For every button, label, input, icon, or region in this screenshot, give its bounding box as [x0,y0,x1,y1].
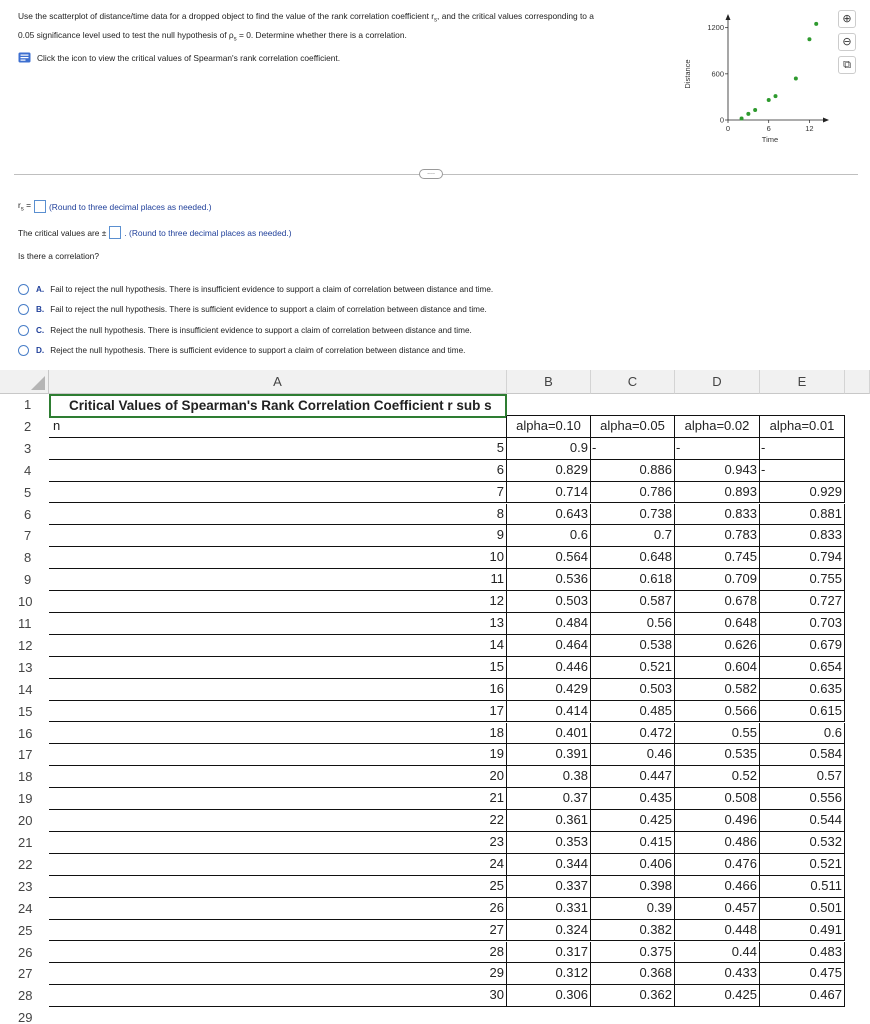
row-number[interactable]: 26 [0,942,49,964]
critical-value-cell[interactable]: 0.37 [507,788,591,810]
row-number[interactable]: 20 [0,810,49,832]
critical-value-cell[interactable]: 0.582 [675,679,760,701]
critical-value-cell[interactable]: 0.398 [591,876,675,898]
table-cell[interactable] [591,394,675,416]
critical-value-cell[interactable]: 0.833 [760,525,845,547]
critical-value-cell[interactable]: 0.709 [675,569,760,591]
critical-value-cell[interactable]: 0.618 [591,569,675,591]
critical-value-cell[interactable]: 0.52 [675,766,760,788]
x-tick-label: 0 [725,124,731,133]
instructions: Use the scatterplot of distance/time data for a dropped object to find the value of the rank correlation coefficient $r_s$, and the critical values corresponding to a 0.05 significance level used to test the null hypothesis of $\rho_s = 0$. Determine whether there is a correlation. [18,11,594,43]
critical-value-cell[interactable]: 0.511 [760,876,845,898]
column-header-d[interactable]: D [675,370,760,394]
table-cell[interactable] [760,394,845,416]
critical-value-cell[interactable]: 0.564 [507,547,591,569]
n-value-cell[interactable]: 13 [49,613,507,635]
row-number[interactable]: 23 [0,876,49,898]
correlation-question: Is there a correlation? [18,251,100,261]
row-number[interactable]: 5 [0,482,49,504]
header-alpha-cell[interactable]: alpha=0.10 [507,416,591,438]
n-value-cell[interactable]: 26 [49,898,507,920]
header-alpha-cell[interactable]: alpha=0.02 [675,416,760,438]
critical-value-cell[interactable]: 0.727 [760,591,845,613]
table-title-cell[interactable]: Critical Values of Spearman's Rank Correlation Coefficient r sub s [49,394,507,418]
x-tick-label: 6 [766,124,771,133]
n-value-cell[interactable]: 23 [49,832,507,854]
critical-value-cell[interactable]: 0.483 [760,942,845,964]
critical-value-cell[interactable]: 0.566 [675,701,760,723]
critical-value-cell[interactable]: 0.703 [760,613,845,635]
row-number[interactable]: 29 [0,1007,49,1024]
critical-value-cell[interactable]: 0.435 [591,788,675,810]
critical-value-cell[interactable]: 0.584 [760,744,845,766]
column-header-e[interactable]: E [760,370,845,394]
critical-value-cell[interactable]: 0.635 [760,679,845,701]
row-number[interactable]: 27 [0,963,49,985]
critical-value-cell[interactable]: 0.401 [507,723,591,745]
critical-value-cell[interactable]: 0.536 [507,569,591,591]
row-number[interactable]: 7 [0,525,49,547]
critical-value-cell[interactable]: 0.475 [760,963,845,985]
critical-value-cell[interactable]: 0.738 [591,504,675,526]
critical-value-cell[interactable]: 0.535 [675,744,760,766]
column-header-b[interactable]: B [507,370,591,394]
rs-input[interactable] [34,200,46,213]
critical-value-input[interactable] [109,226,121,239]
critical-value-cell[interactable]: 0.6 [507,525,591,547]
critical-value-cell[interactable]: 0.448 [675,920,760,942]
scatter-point [753,108,757,112]
critical-value-cell[interactable]: 0.829 [507,460,591,482]
critical-value-cell[interactable]: 0.7 [591,525,675,547]
n-value-cell[interactable]: 12 [49,591,507,613]
critical-value-cell[interactable]: - [760,438,845,460]
radio-c[interactable] [18,325,29,336]
n-value-cell[interactable]: 15 [49,657,507,679]
critical-value-cell[interactable]: 0.833 [675,504,760,526]
spreadsheet [0,370,870,1024]
critical-value-cell[interactable]: 0.678 [675,591,760,613]
critical-value-cell[interactable]: 0.484 [507,613,591,635]
rs-answer-row: $r_s$ = (Round to three decimal places as needed.) [18,200,212,213]
critical-value-cell[interactable]: 0.306 [507,985,591,1007]
radio-b[interactable] [18,304,29,315]
critical-value-cell[interactable]: 0.39 [591,898,675,920]
critical-value-cell[interactable]: 0.414 [507,701,591,723]
critical-value-cell[interactable]: 0.425 [675,985,760,1007]
critical-value-cell[interactable]: 0.362 [591,985,675,1007]
n-value-cell[interactable]: 8 [49,504,507,526]
critical-value-cell[interactable]: 0.755 [760,569,845,591]
critical-value-cell[interactable]: 0.433 [675,963,760,985]
n-value-cell[interactable]: 24 [49,854,507,876]
row-number[interactable]: 15 [0,701,49,723]
n-value-cell[interactable]: 14 [49,635,507,657]
scatter-point [740,116,744,120]
option-c[interactable]: C. Reject the null hypothesis. There is insufficient evidence to support a claim of correlation between distance and time. [18,320,718,341]
critical-value-cell[interactable]: 0.556 [760,788,845,810]
row-number[interactable]: 25 [0,920,49,942]
critical-value-cell[interactable]: 0.446 [507,657,591,679]
critical-value-cell[interactable]: 0.786 [591,482,675,504]
critical-value-cell[interactable]: 0.331 [507,898,591,920]
critical-value-cell[interactable]: 0.46 [591,744,675,766]
critical-value-cell[interactable]: 0.56 [591,613,675,635]
critical-value-cell[interactable]: - [591,438,675,460]
n-value-cell[interactable]: 29 [49,963,507,985]
n-value-cell[interactable]: 27 [49,920,507,942]
critical-value-cell[interactable]: 0.615 [760,701,845,723]
column-header-f[interactable] [845,370,870,394]
option-d[interactable]: D. Reject the null hypothesis. There is sufficient evidence to support a claim of correlation between distance and time. [18,341,718,362]
critical-value-cell[interactable]: 0.466 [675,876,760,898]
n-value-cell[interactable]: 11 [49,569,507,591]
critical-value-cell[interactable]: 0.312 [507,963,591,985]
option-a[interactable]: A. Fail to reject the null hypothesis. There is insufficient evidence to support a claim of correlation between distance and time. [18,279,718,300]
row-number[interactable]: 22 [0,854,49,876]
critical-value-cell[interactable]: 0.893 [675,482,760,504]
n-value-cell[interactable]: 18 [49,723,507,745]
header-n-cell[interactable]: n [49,416,507,438]
problem-panel [0,0,870,360]
critical-value-cell[interactable]: 0.337 [507,876,591,898]
row-number[interactable]: 21 [0,832,49,854]
critical-value-cell[interactable]: 0.929 [760,482,845,504]
critical-value-cell[interactable]: 0.467 [760,985,845,1007]
n-value-cell[interactable]: 5 [49,438,507,460]
n-value-cell[interactable]: 9 [49,525,507,547]
row-number[interactable]: 12 [0,635,49,657]
critical-value-cell[interactable]: 0.886 [591,460,675,482]
critical-value-cell[interactable]: 0.464 [507,635,591,657]
critical-value-cell[interactable]: 0.429 [507,679,591,701]
n-value-cell[interactable]: 30 [49,985,507,1007]
radio-d[interactable] [18,345,29,356]
critical-value-cell[interactable]: 0.508 [675,788,760,810]
n-value-cell[interactable]: 25 [49,876,507,898]
header-alpha-cell[interactable]: alpha=0.05 [591,416,675,438]
expand-button[interactable]: .... [419,169,443,179]
radio-a[interactable] [18,284,29,295]
critical-value-cell[interactable]: 0.382 [591,920,675,942]
column-header-c[interactable]: C [591,370,675,394]
row-number[interactable]: 6 [0,504,49,526]
critical-value-cell[interactable]: 0.6 [760,723,845,745]
n-value-cell[interactable]: 20 [49,766,507,788]
scatterplot [680,12,830,152]
critical-value-cell[interactable]: - [760,460,845,482]
n-value-cell[interactable]: 28 [49,942,507,964]
critical-value-cell[interactable]: 0.375 [591,942,675,964]
scatter-point [774,94,778,98]
scatter-point [814,22,818,26]
n-value-cell[interactable]: 17 [49,701,507,723]
critical-value-cell[interactable]: 0.447 [591,766,675,788]
critical-value-cell[interactable]: 0.648 [591,547,675,569]
x-axis-arrow [823,118,829,123]
critical-value-cell[interactable]: 0.783 [675,525,760,547]
row-number[interactable]: 28 [0,985,49,1007]
critical-value-cell[interactable]: 0.486 [675,832,760,854]
critical-value-cell[interactable]: 0.943 [675,460,760,482]
row-number[interactable]: 13 [0,657,49,679]
y-axis-arrow [726,14,731,20]
critical-value-cell[interactable]: 0.491 [760,920,845,942]
row-number[interactable]: 19 [0,788,49,810]
y-tick-label: 600 [711,69,724,79]
n-value-cell[interactable]: 19 [49,744,507,766]
row-number[interactable]: 3 [0,438,49,460]
scatter-point [746,112,750,116]
critical-value-cell[interactable]: 0.425 [591,810,675,832]
critical-value-cell[interactable]: 0.324 [507,920,591,942]
critical-value-cell[interactable]: 0.38 [507,766,591,788]
popout-icon[interactable]: ⧉ [838,56,856,74]
critical-value-cell[interactable]: 0.654 [760,657,845,679]
n-value-cell[interactable]: 7 [49,482,507,504]
row-number[interactable]: 10 [0,591,49,613]
zoom-in-icon[interactable]: ⊕ [838,10,856,28]
critical-value-cell[interactable]: 0.57 [760,766,845,788]
row-number[interactable]: 4 [0,460,49,482]
critical-value-cell[interactable]: 0.344 [507,854,591,876]
critical-value-cell[interactable]: 0.353 [507,832,591,854]
critical-values-link[interactable]: Click the icon to view the critical values of Spearman's rank correlation coefficient. [18,52,340,63]
n-value-cell[interactable]: 16 [49,679,507,701]
row-number[interactable]: 24 [0,898,49,920]
row-number[interactable]: 18 [0,766,49,788]
critical-value-cell[interactable]: 0.44 [675,942,760,964]
row-number[interactable]: 11 [0,613,49,635]
critical-value-cell[interactable]: 0.648 [675,613,760,635]
critical-value-cell[interactable]: 0.532 [760,832,845,854]
critical-value-cell[interactable]: 0.476 [675,854,760,876]
critical-value-cell[interactable]: 0.391 [507,744,591,766]
critical-value-cell[interactable]: 0.485 [591,701,675,723]
scatter-point [794,76,798,80]
critical-value-cell[interactable]: 0.472 [591,723,675,745]
critical-value-cell[interactable]: 0.643 [507,504,591,526]
critical-value-cell[interactable]: 0.317 [507,942,591,964]
critical-value-cell[interactable]: 0.415 [591,832,675,854]
column-header-a[interactable]: A [49,370,507,394]
scatter-point [767,98,771,102]
critical-value-cell[interactable]: 0.9 [507,438,591,460]
critical-value-cell[interactable]: 0.406 [591,854,675,876]
x-axis-label: Time [761,135,779,144]
n-value-cell[interactable]: 21 [49,788,507,810]
critical-value-cell[interactable]: 0.503 [591,679,675,701]
critical-value-cell[interactable]: 0.521 [760,854,845,876]
critical-value-cell[interactable]: 0.714 [507,482,591,504]
option-b[interactable]: B. Fail to reject the null hypothesis. There is sufficient evidence to support a claim of correlation between distance and time. [18,300,718,321]
critical-value-cell[interactable]: 0.745 [675,547,760,569]
critical-value-cell[interactable]: 0.538 [591,635,675,657]
critical-value-cell[interactable]: 0.368 [591,963,675,985]
x-tick-label: 12 [805,124,814,133]
y-axis-label: Distance [683,59,692,89]
critical-value-cell[interactable]: 0.501 [760,898,845,920]
book-icon[interactable] [18,52,31,63]
critical-value-cell[interactable]: 0.604 [675,657,760,679]
n-value-cell[interactable]: 6 [49,460,507,482]
critical-value-cell[interactable]: 0.587 [591,591,675,613]
row-number[interactable]: 1 [0,394,49,416]
critical-value-cell[interactable]: - [675,438,760,460]
header-alpha-cell[interactable]: alpha=0.01 [760,416,845,438]
critical-value-cell[interactable]: 0.626 [675,635,760,657]
row-number[interactable]: 16 [0,723,49,745]
critical-value-cell[interactable]: 0.55 [675,723,760,745]
row-number[interactable]: 9 [0,569,49,591]
select-all-corner[interactable] [0,370,49,394]
row-number[interactable]: 17 [0,744,49,766]
n-value-cell[interactable]: 22 [49,810,507,832]
critical-value-cell[interactable]: 0.544 [760,810,845,832]
critical-value-cell[interactable]: 0.881 [760,504,845,526]
critical-value-cell[interactable]: 0.503 [507,591,591,613]
y-tick-label: 0 [719,115,724,125]
critical-value-cell[interactable]: 0.457 [675,898,760,920]
y-tick-label: 1200 [707,23,724,33]
critical-value-cell[interactable]: 0.679 [760,635,845,657]
critical-value-cell[interactable]: 0.361 [507,810,591,832]
n-value-cell[interactable]: 10 [49,547,507,569]
row-number[interactable]: 2 [0,416,49,438]
table-cell[interactable] [507,394,591,416]
row-number[interactable]: 14 [0,679,49,701]
critical-value-cell[interactable]: 0.794 [760,547,845,569]
critical-value-cell[interactable]: 0.496 [675,810,760,832]
table-cell[interactable] [675,394,760,416]
answer-options [18,279,718,361]
row-number[interactable]: 8 [0,547,49,569]
critical-values-row: The critical values are ± . (Round to three decimal places as needed.) [18,227,292,238]
critical-value-cell[interactable]: 0.521 [591,657,675,679]
zoom-out-icon[interactable]: ⊖ [838,33,856,51]
scatter-point [807,37,811,41]
